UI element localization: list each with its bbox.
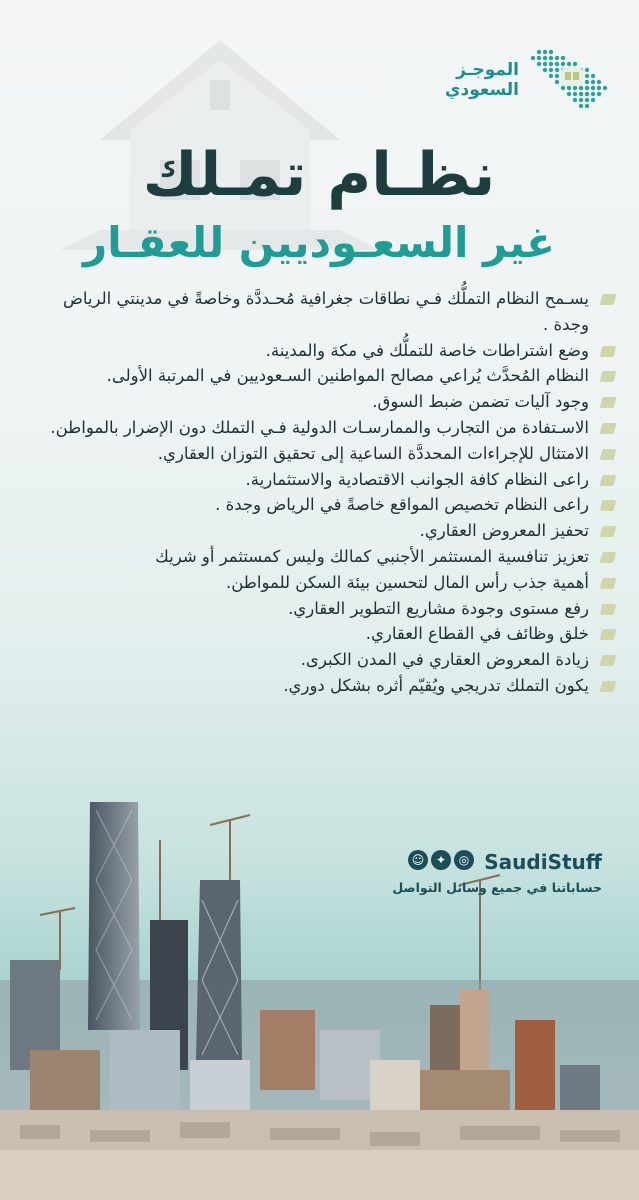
list-item bbox=[34, 363, 619, 389]
page-title: نظـام تمـلك bbox=[142, 140, 496, 210]
bullet-icon bbox=[600, 629, 617, 640]
page-subtitle: غير السعـوديين للعقـار bbox=[83, 218, 555, 267]
social-tagline: حساباتنا في جميع وسائل التواصل bbox=[392, 880, 602, 895]
riyadh-skyline-image bbox=[0, 730, 639, 1200]
list-item bbox=[34, 441, 619, 467]
bullet-icon bbox=[600, 604, 617, 615]
bullet-icon bbox=[600, 449, 617, 460]
bullet-icon bbox=[600, 500, 617, 511]
list-item-text: وجود آليات تضمن ضبط السوق. bbox=[372, 392, 589, 412]
list-item-text: تعزيز تنافسية المستثمر الأجنبي كمالك وليس كمستثمر أو شريك bbox=[155, 546, 589, 566]
list-item bbox=[34, 673, 619, 699]
list-item bbox=[34, 492, 619, 518]
social-handle[interactable]: SaudiStuff bbox=[484, 850, 602, 874]
logo-line1: الموجـز bbox=[456, 60, 519, 80]
instagram-icon[interactable]: ◎ bbox=[454, 850, 474, 870]
social-icons bbox=[408, 850, 474, 870]
list-item-text: الامتثال للإجراءات المحددَّة الساعية إلى تحقيق التوزان العقاري. bbox=[157, 443, 589, 463]
list-item bbox=[34, 647, 619, 673]
list-item-text: أهمية جذب رأس المال لتحسين بيئة السكن للمواطن. bbox=[225, 572, 589, 592]
list-item-text: راعى النظام تخصيص المواقع خاصةً في الرياض وجدة . bbox=[215, 495, 589, 515]
bullet-icon bbox=[600, 371, 617, 382]
snapchat-icon[interactable]: ☺ bbox=[408, 850, 428, 870]
bullet-icon bbox=[600, 423, 617, 434]
list-item-text: النظام المُحدَّث يُراعي مصالح المواطنين السـعوديين في المرتبة الأولى. bbox=[106, 366, 589, 386]
bullet-icon bbox=[600, 681, 617, 692]
list-item bbox=[34, 621, 619, 647]
list-item-text: زيادة المعروض العقاري في المدن الكبرى. bbox=[300, 650, 589, 670]
saudi-map-icon bbox=[525, 42, 611, 118]
list-item bbox=[34, 338, 619, 364]
list-item-text: تحفيز المعروض العقاري. bbox=[419, 521, 589, 541]
bullet-icon bbox=[600, 475, 617, 486]
list-item bbox=[34, 570, 619, 596]
social-block bbox=[352, 850, 602, 910]
bullet-icon bbox=[600, 552, 617, 563]
logo-text bbox=[445, 60, 519, 100]
list-item bbox=[34, 467, 619, 493]
bullet-icon bbox=[600, 294, 617, 305]
list-item-text: يكون التملك تدريجي ويُقيّم أثره بشكل دوري. bbox=[283, 675, 589, 695]
list-item-text: خلق وظائف في القطاع العقاري. bbox=[365, 624, 589, 644]
points-list bbox=[34, 286, 619, 699]
logo-line2: السعودي bbox=[444, 80, 519, 100]
bullet-icon bbox=[600, 655, 617, 666]
brand-logo bbox=[421, 42, 611, 118]
list-item bbox=[34, 596, 619, 622]
bullet-icon bbox=[600, 346, 617, 357]
list-item bbox=[34, 389, 619, 415]
list-item bbox=[34, 518, 619, 544]
list-item-text: الاسـتفادة من التجارب والممارسـات الدولية فـي التملك دون الإضرار بالمواطن. bbox=[50, 417, 589, 437]
bullet-icon bbox=[600, 397, 617, 408]
list-item bbox=[34, 286, 619, 338]
bullet-icon bbox=[600, 526, 617, 537]
list-item bbox=[34, 415, 619, 441]
list-item-text: يسـمح النظام التملُّك فـي نطاقات جغرافية مُحـددَّة وخاصةً في مدينتي الرياض وجدة . bbox=[62, 289, 589, 334]
bullet-icon bbox=[600, 578, 617, 589]
list-item-text: وضع اشتراطات خاصة للتملُّك في مكة والمدينة. bbox=[265, 340, 589, 360]
twitter-icon[interactable]: ✦ bbox=[431, 850, 451, 870]
list-item-text: راعى النظام كافة الجوانب الاقتصادية والاستثمارية. bbox=[245, 469, 589, 489]
list-item bbox=[34, 544, 619, 570]
list-item-text: رفع مستوى وجودة مشاريع التطوير العقاري. bbox=[288, 598, 589, 618]
